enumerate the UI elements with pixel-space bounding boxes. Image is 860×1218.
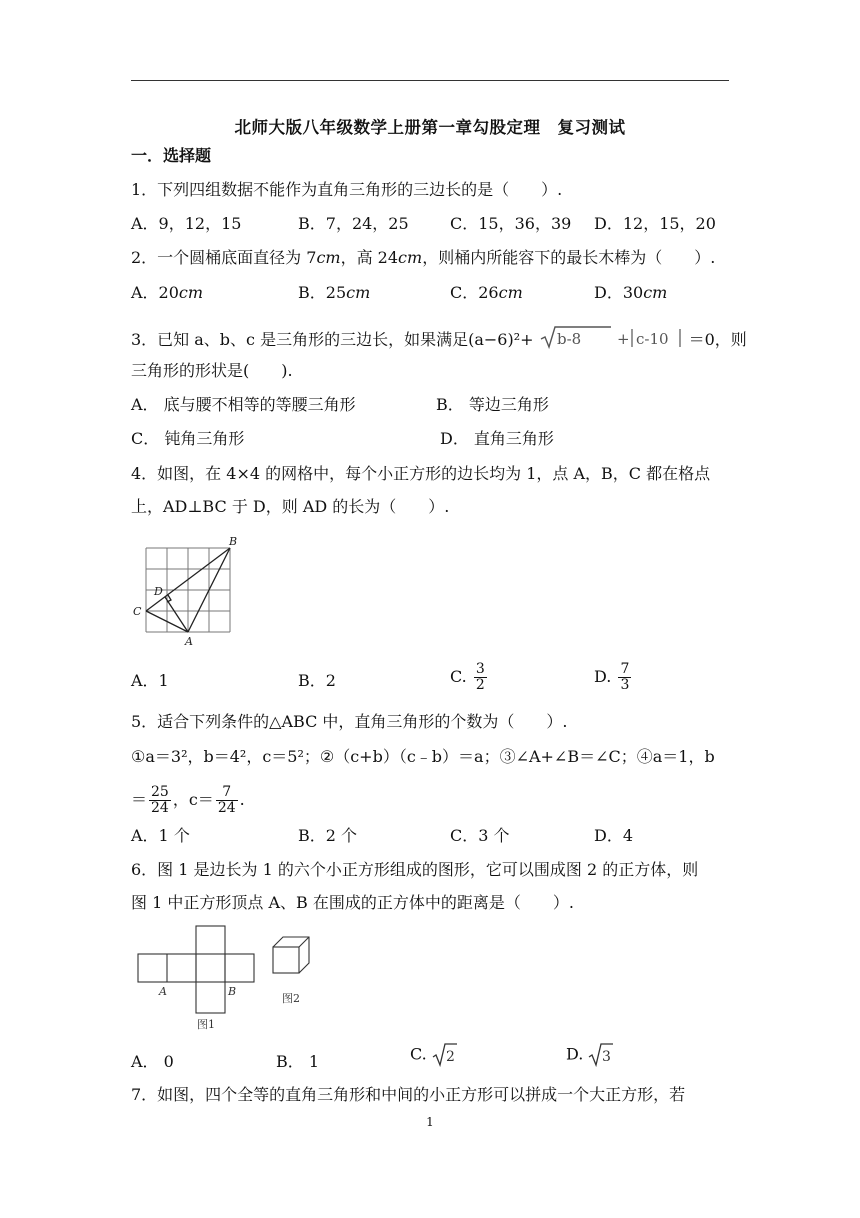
label-A: A (185, 635, 193, 648)
q4-fraction-d: $\frac{7}{3}$ (620, 661, 630, 693)
cube-icon (273, 937, 309, 973)
label-A: A (159, 985, 167, 998)
q1-option-d: D．12，15，20 (594, 214, 716, 233)
q6-net-figure (132, 922, 342, 1034)
q6-option-d: D. 3 (566, 1042, 614, 1068)
q3-option-b: B． 等边三角形 (436, 395, 549, 414)
q5-conditions: ①a＝3²，b＝4²，c＝5²；②（c+b）（c﹣b）＝a；③∠A+∠B＝∠C；④a＝1，b (131, 747, 715, 766)
q6-option-a: A． 0 (131, 1052, 174, 1071)
q5-conditions-line3: ＝ $\frac{25}{24}$ ，c＝ $\frac{7}{24}$ . (131, 784, 245, 816)
q4-stem-line1: 4．如图，在 4×4 的网格中，每个小正方形的边长均为 1，点 A，B，C 都在格点 (131, 464, 711, 483)
q5-option-d: D．4 (594, 826, 634, 845)
svg-text:+: + (616, 330, 630, 348)
page-title: 北师大版八年级数学上册第一章勾股定理 复习测试 (234, 118, 626, 137)
q3-stem-line2: 三角形的形状是( ). (131, 361, 293, 380)
q4-option-b: B．2 (298, 671, 336, 690)
sqrt-icon (432, 1042, 458, 1068)
q1-option-b: B．7，24，25 (298, 214, 409, 233)
sqrt-icon (588, 1042, 614, 1068)
q4-option-d: D. $\frac{7}{3}$ (594, 661, 630, 693)
q2-option-c: C．26cm (450, 283, 523, 302)
q5-fraction-1: $\frac{25}{24}$ (151, 784, 169, 816)
q1-option-a: A．9，12，15 (131, 214, 242, 233)
q6-option-c: C. 2 (410, 1042, 458, 1068)
q3-option-d: D． 直角三角形 (440, 429, 554, 448)
q4-fraction-c: $\frac{3}{2}$ (475, 661, 485, 693)
label-B: B (229, 535, 238, 548)
q6-stem-line2: 图 1 中正方形顶点 A、B 在围成的正方体中的距离是（ ）. (131, 893, 574, 912)
q5-stem: 5．适合下列条件的△ABC 中，直角三角形的个数为（ ）. (131, 712, 568, 731)
label-D: D (154, 585, 163, 598)
q2-option-b: B．25cm (298, 283, 371, 302)
q1-option-c: C．15，36，39 (450, 214, 572, 233)
q7-stem-line1: 7．如图，四个全等的直角三角形和中间的小正方形可以拼成一个大正方形，若 (131, 1085, 686, 1104)
header-rule (131, 80, 729, 81)
q5-option-a: A．1 个 (131, 826, 190, 845)
svg-text:3: 3 (602, 1049, 612, 1065)
figure1-caption: 图1 (197, 1018, 215, 1031)
q6-stem-line1: 6．图 1 是边长为 1 的六个小正方形组成的图形，它可以围成图 2 的正方体，则 (131, 860, 699, 879)
q3-option-a: A． 底与腰不相等的等腰三角形 (131, 395, 356, 414)
q1-stem: 1．下列四组数据不能作为直角三角形的三边长的是（ ）. (131, 180, 563, 199)
abs-content: c-10 (635, 330, 669, 348)
q3-option-c: C． 钝角三角形 (131, 429, 245, 448)
q2-option-d: D．30cm (594, 283, 668, 302)
q2-option-a: A．20cm (131, 283, 204, 302)
q2-stem: 2．一个圆桶底面直径为 7cm，高 24cm，则桶内所能容下的最长木棒为（ ）. (131, 248, 716, 267)
q4-stem-line2: 上，AD⊥BC 于 D，则 AD 的长为（ ）. (131, 497, 450, 516)
q3-stem: 3．已知 a、b、c 是三角形的三边长，如果满足(a−6)²+ b-8 + c-10 ＝0，则 (131, 325, 747, 356)
label-B: B (228, 985, 237, 998)
q4-option-a: A．1 (131, 671, 169, 690)
figure2-caption: 图2 (282, 992, 300, 1005)
sqrt-expression (539, 325, 689, 356)
sqrt-content: b-8 (556, 330, 581, 348)
label-C: C (133, 605, 142, 618)
q4-grid-figure (130, 534, 250, 652)
q5-option-c: C．3 个 (450, 826, 510, 845)
svg-text:2: 2 (445, 1049, 455, 1065)
section-heading: 一．选择题 (131, 146, 212, 165)
page-number: 1 (426, 1115, 434, 1129)
q5-option-b: B．2 个 (298, 826, 358, 845)
q5-fraction-2: $\frac{7}{24}$ (217, 784, 236, 816)
q4-option-c: C. $\frac{3}{2}$ (450, 661, 485, 693)
q6-option-b: B． 1 (276, 1052, 320, 1071)
